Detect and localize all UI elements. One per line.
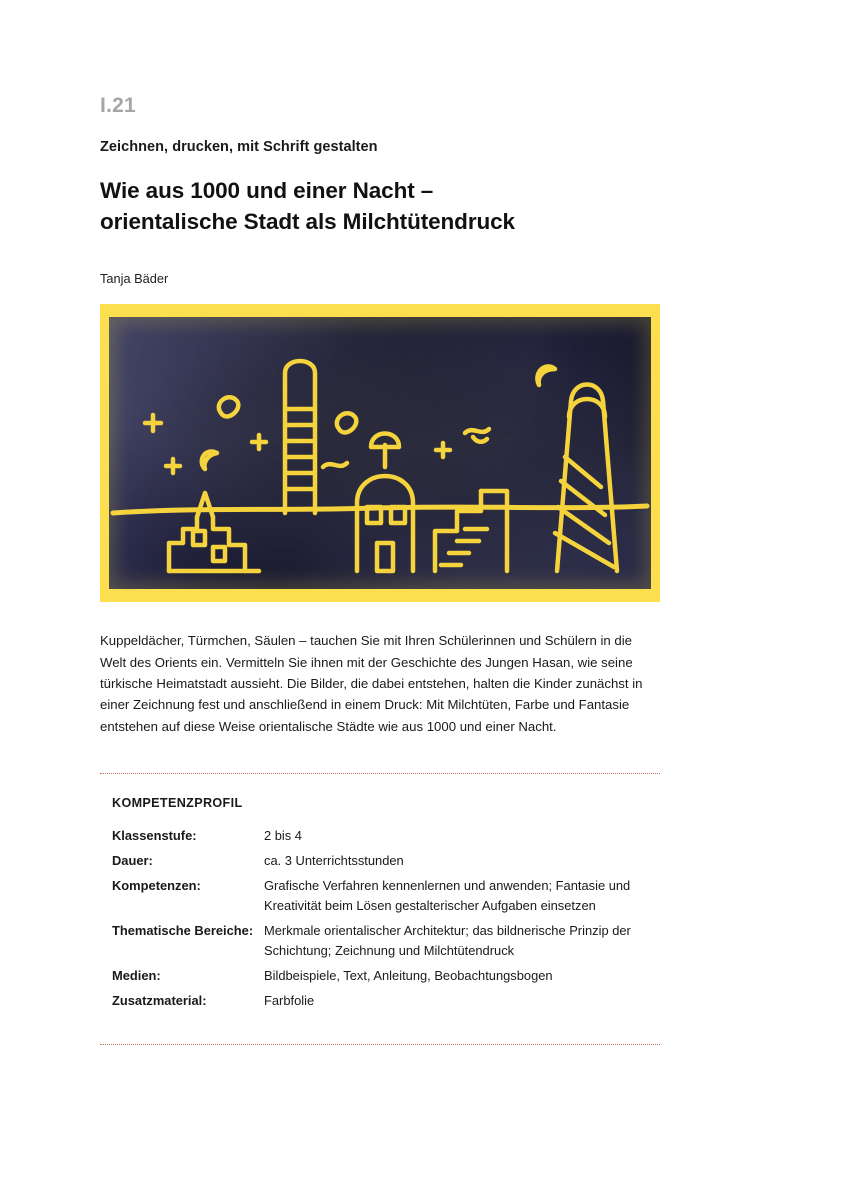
table-row	[112, 991, 660, 1016]
row-label: Thematische Bereiche:	[112, 923, 254, 939]
row-value: Farbfolie	[264, 993, 315, 1009]
table-row	[112, 851, 660, 876]
artwork-drawing-icon	[109, 317, 651, 589]
intro-paragraph: Kuppeldächer, Türmchen, Säulen – tauchen Sie mit Ihren Schülerinnen und Schülern in die Welt des Orients ein. Vermitteln Sie ihnen mit der Geschichte des Jungen Hasan, wie seine türkische Heimatstadt aussieht. Die Bilder, die dabei entstehen, halten die Kinder zunächst in einer Zeichnung fest und anschließend in einem Druck: Mit Milchtüten, Farbe und Fantasie entstehen auf diese Weise orientalische Städte wie aus 1000 und einer Nacht.	[100, 633, 643, 734]
author-name: Tanja Bäder	[100, 271, 169, 287]
series-subtitle: Zeichnen, drucken, mit Schrift gestalten	[100, 139, 378, 156]
row-value: Grafische Verfahren kennenlernen und anwenden; Fantasie und Kreativität beim Lösen gestalterischer Aufgaben einsetzen	[264, 878, 631, 914]
table-row	[112, 966, 660, 991]
row-value: Bildbeispiele, Text, Anleitung, Beobachtungsbogen	[264, 968, 553, 984]
chapter-number: I.21	[100, 94, 136, 117]
competence-profile	[100, 774, 660, 1030]
page-content	[100, 94, 660, 1045]
page-title-line-2: orientalische Stadt als Milchtütendruck	[100, 209, 515, 235]
row-value: ca. 3 Unterrichtsstunden	[264, 853, 404, 869]
table-row	[112, 826, 660, 851]
competence-profile-heading: KOMPETENZPROFIL	[112, 796, 243, 811]
row-label: Dauer:	[112, 853, 153, 869]
competence-profile-table	[112, 826, 660, 1016]
artwork-print-area	[109, 317, 651, 589]
table-row	[112, 876, 660, 921]
divider-bottom	[100, 1044, 660, 1045]
row-value: 2 bis 4	[264, 828, 302, 844]
row-label: Medien:	[112, 968, 161, 984]
page-title-line-1: Wie aus 1000 und einer Nacht –	[100, 178, 434, 204]
row-label: Kompetenzen:	[112, 878, 201, 894]
table-row	[112, 921, 660, 966]
artwork-figure	[100, 304, 660, 602]
row-value: Merkmale orientalischer Architektur; das bildnerische Prinzip der Schichtung; Zeichnung und Milchtütendruck	[264, 923, 631, 959]
row-label: Zusatzmaterial:	[112, 993, 207, 1009]
row-label: Klassenstufe:	[112, 828, 197, 844]
page-title	[100, 175, 660, 237]
